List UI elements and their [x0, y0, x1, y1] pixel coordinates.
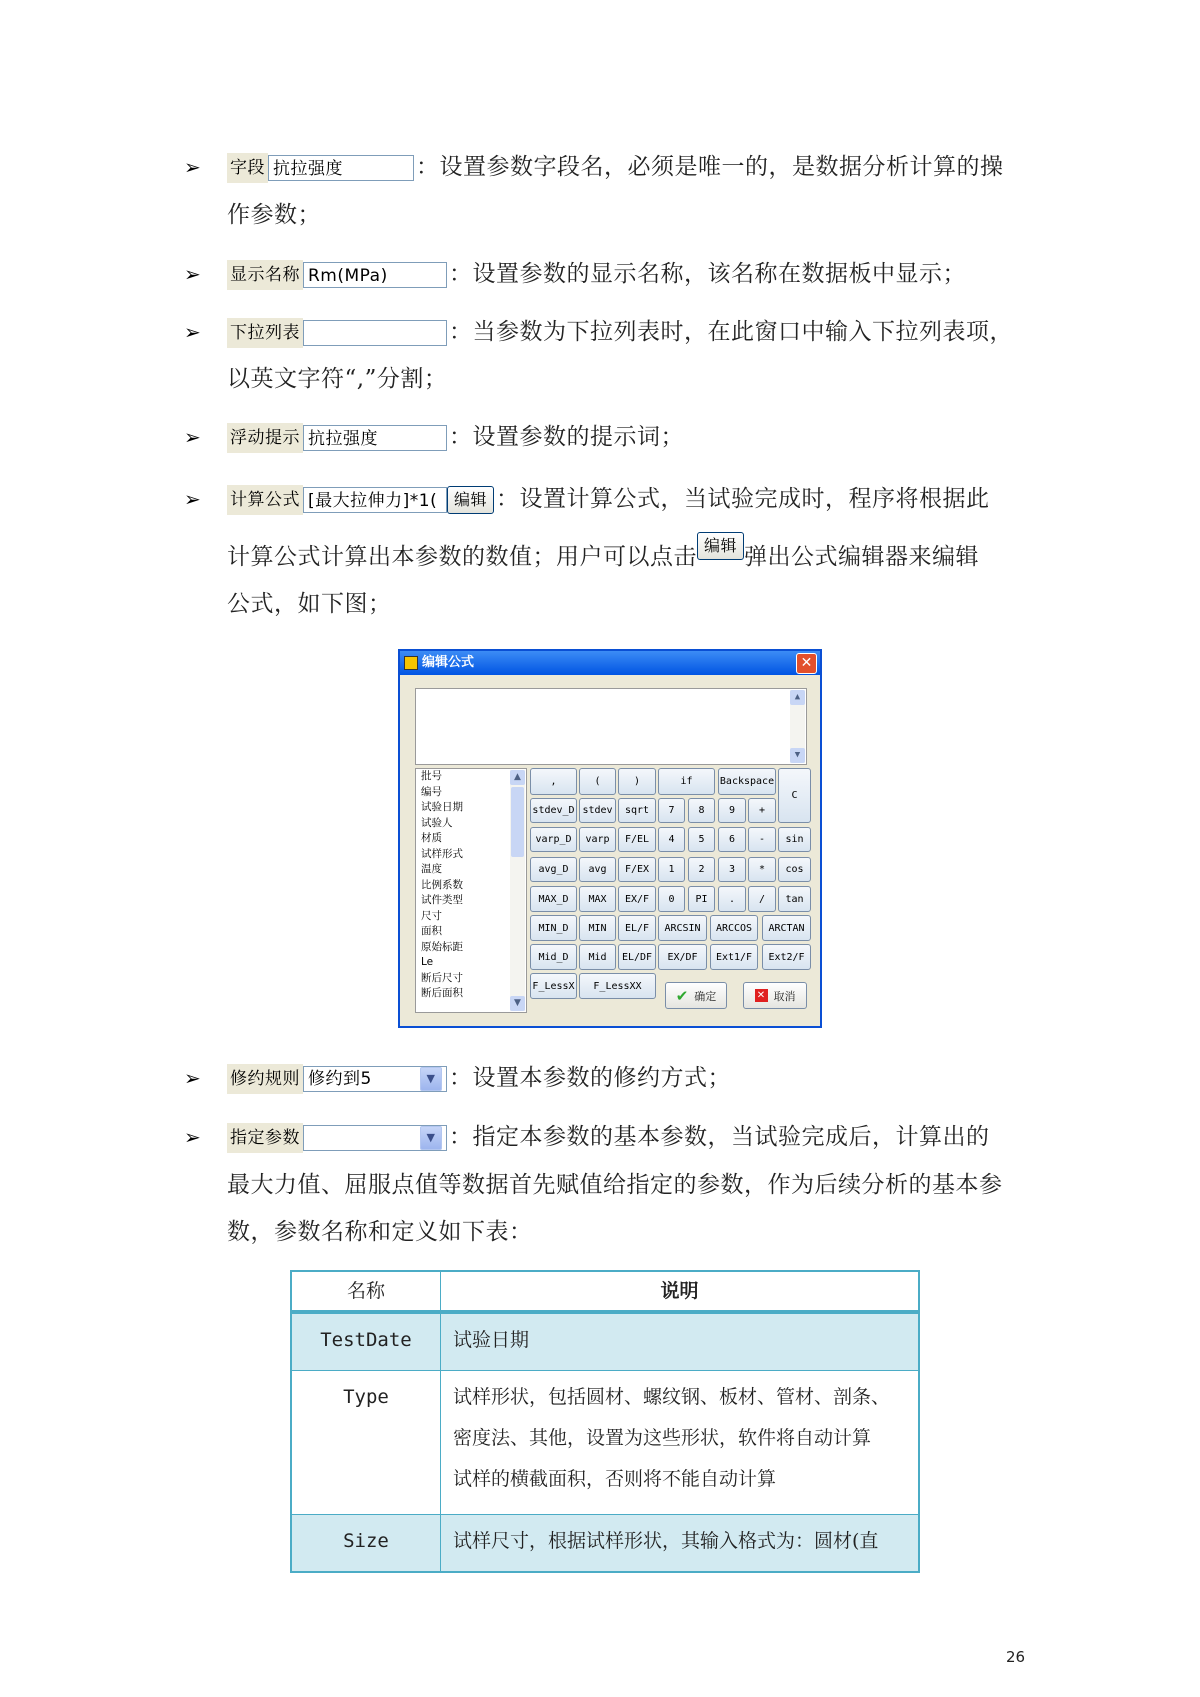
ok-label: 确定: [694, 989, 717, 1003]
item-dropdown-list: [227, 317, 1013, 348]
text-segment: 弹出公式编辑器来编辑: [744, 544, 980, 570]
key-button[interactable]: -: [748, 827, 776, 852]
tooltip-label: 浮动提示: [227, 423, 303, 453]
formula-textarea[interactable]: [415, 688, 807, 765]
variable-list-item[interactable]: 批号: [421, 770, 442, 782]
key-button[interactable]: .: [718, 886, 746, 912]
ok-button[interactable]: [665, 982, 727, 1009]
variable-list-item[interactable]: 材质: [421, 832, 442, 844]
item-text: ：当参数为下拉列表时，在此窗口中输入下拉列表项，: [449, 319, 1013, 345]
key-button[interactable]: sqrt: [618, 798, 656, 823]
dropdown-list-label: 下拉列表: [227, 318, 303, 348]
bullet-icon: ➢: [184, 487, 201, 511]
key-button[interactable]: ARCSIN: [658, 915, 707, 941]
cancel-label: 取消: [773, 989, 796, 1003]
tooltip-input[interactable]: 抗拉强度: [303, 425, 447, 451]
item-text-cont: 作参数；: [227, 202, 321, 228]
key-button[interactable]: EL/DF: [618, 944, 656, 970]
key-button[interactable]: *: [748, 857, 776, 882]
key-button[interactable]: Ext1/F: [710, 944, 758, 970]
scroll-down-icon[interactable]: ▼: [790, 748, 805, 763]
specified-param-label: 指定参数: [227, 1123, 303, 1153]
key-button[interactable]: avg_D: [530, 857, 577, 882]
key-button[interactable]: 7: [658, 798, 685, 823]
header-description: 说明: [441, 1271, 920, 1312]
param-name: TestDate: [291, 1312, 441, 1371]
key-button[interactable]: MAX_D: [530, 886, 577, 912]
item-text-cont: [227, 536, 980, 572]
key-button[interactable]: ): [618, 768, 656, 795]
close-icon[interactable]: ✕: [796, 653, 817, 674]
scroll-up-icon[interactable]: ▲: [510, 770, 525, 785]
param-description: [441, 1371, 920, 1515]
page-number: 26: [1006, 1648, 1026, 1666]
key-button[interactable]: F/EX: [618, 857, 656, 882]
item-field: [227, 152, 1004, 183]
key-button[interactable]: MIN: [579, 915, 616, 941]
key-button[interactable]: 0: [658, 886, 685, 912]
table-row: [291, 1371, 919, 1515]
key-button[interactable]: Mid: [579, 944, 616, 970]
item-formula: [227, 484, 990, 515]
variable-list-item[interactable]: 编号: [421, 785, 442, 798]
table-row: [291, 1312, 919, 1371]
item-text: ：设置参数的显示名称，该名称在数据板中显示；: [449, 261, 966, 287]
item-text-cont: 公式，如下图；: [227, 591, 392, 617]
desc-line: 试样形状，包括圆材、螺纹钢、板材、管材、剖条、: [453, 1386, 891, 1408]
variable-list-item[interactable]: 断后尺寸: [421, 971, 463, 984]
param-name: Type: [291, 1371, 441, 1515]
bullet-icon: ➢: [184, 1066, 201, 1090]
param-description: 试样尺寸，根据试样形状，其输入格式为：圆材(直: [441, 1515, 920, 1573]
desc-line: 试样的横截面积，否则将不能自动计算: [453, 1468, 777, 1490]
key-button[interactable]: PI: [688, 886, 715, 912]
edit-formula-button[interactable]: 编辑: [447, 486, 494, 514]
item-specified-param: [227, 1122, 990, 1153]
key-button[interactable]: F/EL: [618, 827, 656, 852]
key-button[interactable]: 5: [688, 827, 715, 852]
checkmark-icon: ✔: [675, 986, 689, 1005]
scroll-down-icon[interactable]: ▼: [510, 996, 525, 1011]
scrollbar[interactable]: [510, 770, 525, 1011]
variable-list-item[interactable]: 原始标距: [421, 940, 463, 953]
item-text-cont: 最大力值、屈服点值等数据首先赋值给指定的参数，作为后续分析的基本参: [227, 1172, 1003, 1198]
variable-list-item[interactable]: 面积: [421, 925, 442, 937]
desc-line: 密度法、其他，设置为这些形状，软件将自动计算: [453, 1427, 872, 1449]
variable-list-item[interactable]: 尺寸: [421, 909, 442, 922]
variable-list-item[interactable]: 试验日期: [421, 801, 463, 813]
item-rounding-rule: [227, 1063, 731, 1094]
bullet-icon: ➢: [184, 320, 201, 344]
key-button[interactable]: +: [748, 798, 776, 823]
bullet-icon: ➢: [184, 425, 201, 449]
app-icon: [404, 656, 418, 670]
key-button[interactable]: tan: [778, 886, 811, 912]
key-button[interactable]: Ext2/F: [762, 944, 811, 970]
key-button[interactable]: cos: [778, 857, 811, 882]
key-button[interactable]: 9: [718, 798, 746, 823]
rounding-rule-select[interactable]: [303, 1066, 447, 1092]
specified-param-select[interactable]: [303, 1125, 447, 1151]
key-button[interactable]: Mid_D: [530, 944, 577, 970]
chevron-down-icon[interactable]: ▼: [420, 1067, 442, 1091]
dialog-title: 编辑公式: [422, 655, 475, 670]
parameter-table: [290, 1270, 920, 1573]
dropdown-list-input[interactable]: [303, 320, 447, 346]
variable-list-item[interactable]: 试件类型: [421, 894, 463, 906]
key-button[interactable]: avg: [579, 857, 616, 882]
item-text-cont: 数，参数名称和定义如下表：: [227, 1219, 533, 1245]
key-button[interactable]: 4: [658, 827, 685, 852]
formula-input[interactable]: [最大拉伸力]*1(: [303, 487, 447, 513]
scroll-thumb[interactable]: [511, 787, 524, 857]
variable-list[interactable]: [415, 768, 527, 1013]
chevron-down-icon[interactable]: ▼: [420, 1126, 442, 1150]
rounding-rule-label: 修约规则: [227, 1064, 303, 1094]
key-button[interactable]: 6: [718, 827, 746, 852]
param-description: 试验日期: [441, 1312, 920, 1371]
cancel-icon: ✕: [755, 989, 768, 1002]
key-button[interactable]: ,: [530, 768, 577, 795]
text-segment: 计算公式计算出本参数的数值；用户可以点击: [227, 544, 697, 570]
inline-edit-button[interactable]: 编辑: [697, 532, 744, 560]
edit-formula-dialog: [398, 649, 822, 1028]
item-text: ：设置本参数的修约方式；: [449, 1065, 731, 1091]
key-button[interactable]: 1: [658, 857, 685, 882]
key-button[interactable]: C: [778, 768, 811, 823]
dialog-title-bar: [400, 651, 820, 675]
field-input[interactable]: 抗拉强度: [268, 155, 414, 181]
key-button[interactable]: Backspace: [718, 768, 776, 795]
table-row: [291, 1515, 919, 1573]
key-button[interactable]: ARCCOS: [710, 915, 758, 941]
key-button[interactable]: 8: [688, 798, 715, 823]
key-button[interactable]: EL/F: [618, 915, 656, 941]
key-button[interactable]: stdev_D: [530, 798, 577, 823]
param-name: Size: [291, 1515, 441, 1573]
bullet-icon: ➢: [184, 262, 201, 286]
key-button[interactable]: varp: [579, 827, 616, 852]
key-button[interactable]: EX/DF: [658, 944, 707, 970]
key-button[interactable]: varp_D: [530, 827, 577, 852]
scrollbar[interactable]: [790, 690, 805, 763]
key-button[interactable]: ARCTAN: [762, 915, 811, 941]
key-button[interactable]: MAX: [579, 886, 616, 912]
formula-label: 计算公式: [227, 485, 303, 515]
field-label: 字段: [227, 153, 268, 183]
key-button[interactable]: sin: [778, 827, 811, 852]
key-button[interactable]: 2: [688, 857, 715, 882]
key-button[interactable]: EX/F: [618, 886, 656, 912]
item-text: ：设置计算公式，当试验完成时，程序将根据此: [496, 486, 990, 512]
cancel-button[interactable]: [743, 982, 807, 1009]
key-button[interactable]: (: [579, 768, 616, 795]
key-button[interactable]: MIN_D: [530, 915, 577, 941]
key-button[interactable]: /: [748, 886, 776, 912]
item-text-cont: 以英文字符“,”分割；: [227, 366, 448, 392]
variable-list-item[interactable]: 试样形式: [421, 847, 463, 860]
item-text: ：设置参数的提示词；: [449, 424, 684, 450]
variable-list-item[interactable]: Le: [421, 956, 434, 968]
key-button[interactable]: stdev: [579, 798, 616, 823]
item-text: ：指定本参数的基本参数，当试验完成后，计算出的: [449, 1124, 990, 1150]
key-button[interactable]: F_LessX: [530, 973, 577, 999]
variable-list-item[interactable]: 断后面积: [421, 987, 463, 999]
variable-list-item[interactable]: 温度: [421, 863, 442, 875]
variable-list-item[interactable]: 试验人: [421, 816, 453, 829]
key-button[interactable]: 3: [718, 857, 746, 882]
item-text: ：设置参数字段名，必须是唯一的，是数据分析计算的操: [416, 154, 1004, 180]
key-button[interactable]: if: [658, 768, 715, 795]
scroll-up-icon[interactable]: ▲: [790, 690, 805, 705]
variable-list-item[interactable]: 比例系数: [421, 878, 463, 891]
selected-value: 修约到5: [308, 1069, 372, 1089]
key-button[interactable]: F_LessXX: [579, 973, 656, 999]
header-name: 名称: [291, 1271, 441, 1312]
display-name-label: 显示名称: [227, 260, 303, 290]
bullet-icon: ➢: [184, 1125, 201, 1149]
item-display-name: [227, 259, 966, 290]
item-tooltip: [227, 422, 684, 453]
bullet-icon: ➢: [184, 155, 201, 179]
display-name-input[interactable]: Rm(MPa): [303, 262, 447, 288]
